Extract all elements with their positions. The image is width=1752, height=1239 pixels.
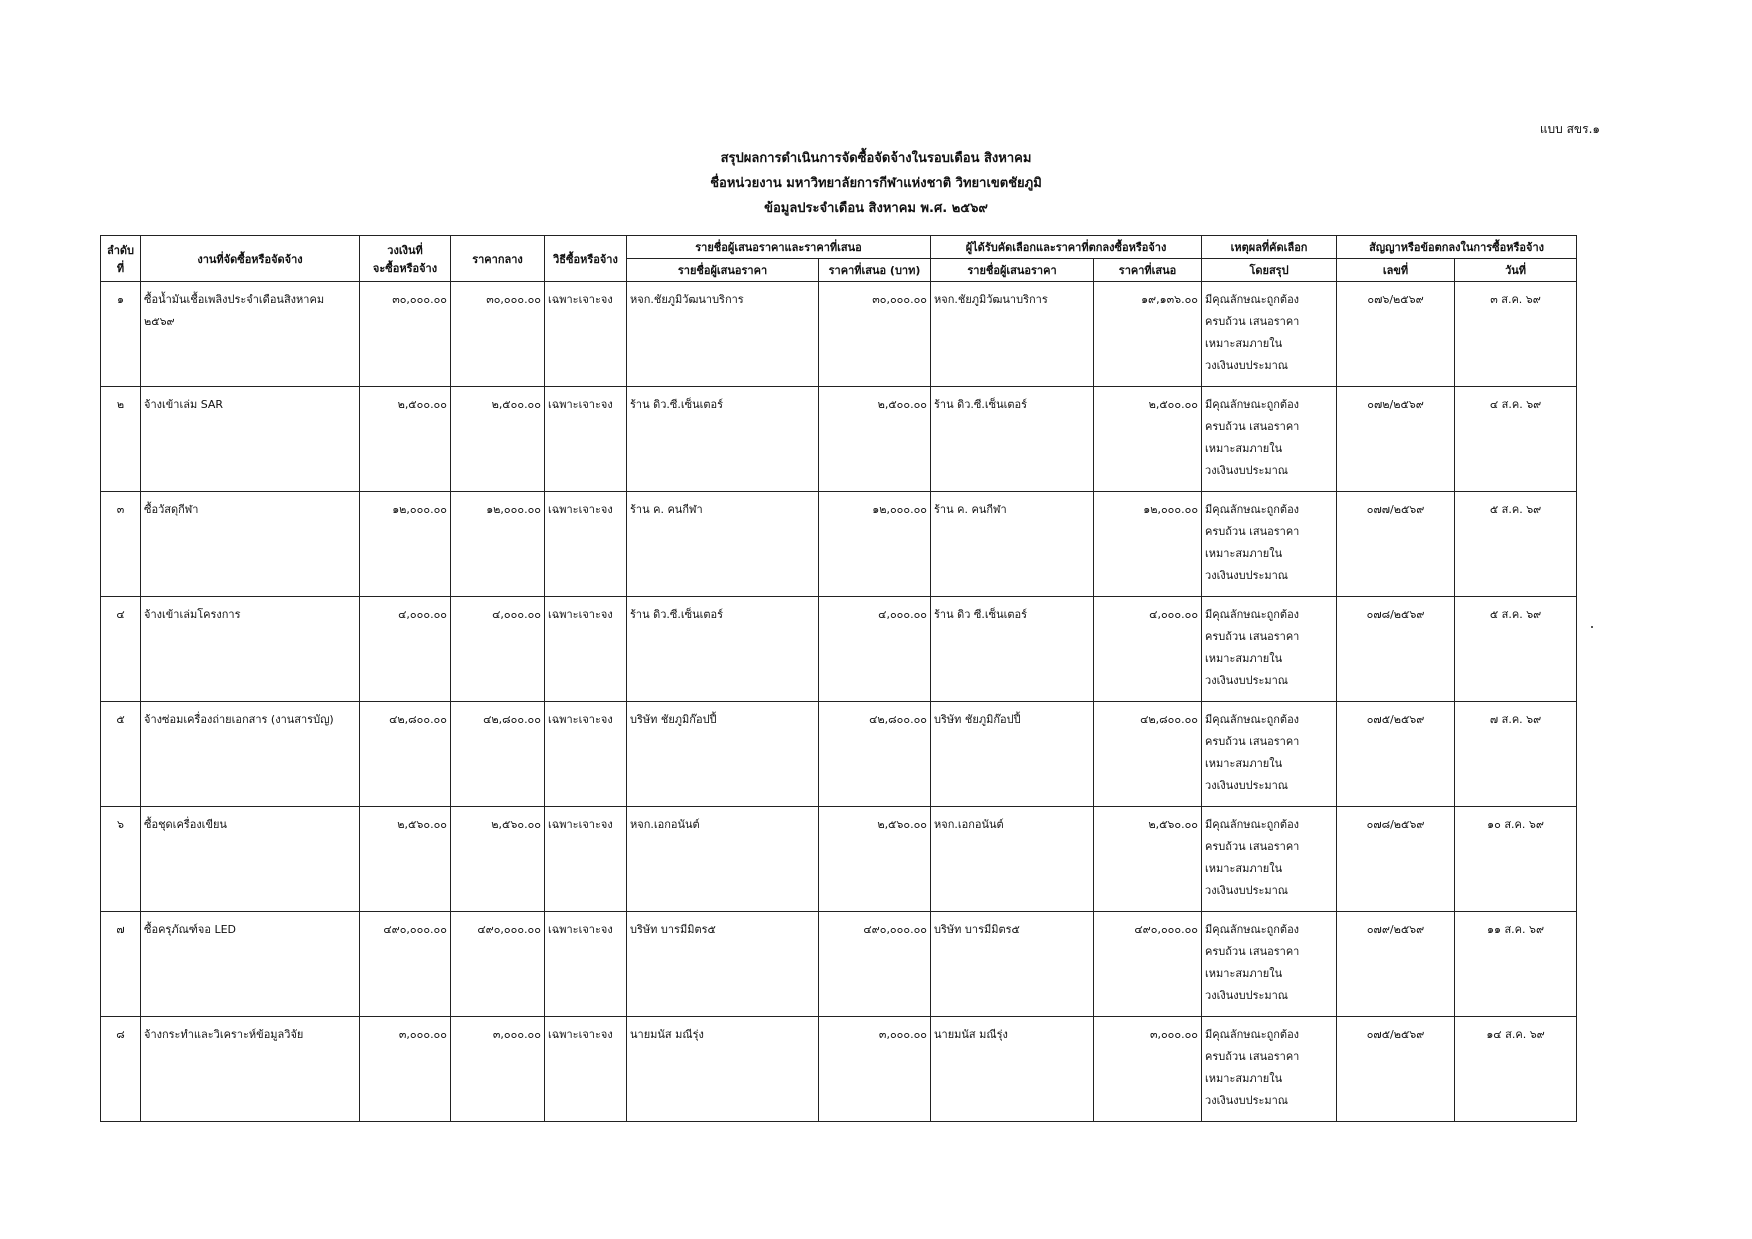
cell-median-price: ๒,๕๖๐.๐๐ [451,807,545,912]
cell-contract-date: ๔ ส.ค. ๖๙ [1455,387,1577,492]
cell-bidder-name: หจก.ชัยภูมิวัฒนาบริการ [627,282,819,387]
cell-item: ซื้อครุภัณฑ์จอ LED [141,912,360,1017]
cell-item: จ้างเข้าเล่ม SAR [141,387,360,492]
cell-bidder-name: บริษัท ชัยภูมิก๊อปปี้ [627,702,819,807]
cell-contract-no: ๐๗๕/๒๕๖๙ [1337,702,1455,807]
cell-reason [1202,282,1337,387]
cell-item: ซื้อชุดเครื่องเขียน [141,807,360,912]
table-row [101,807,1577,912]
cell-budget: ๔๒,๘๐๐.๐๐ [360,702,451,807]
cell-winner-price: ๑๒,๐๐๐.๐๐ [1094,492,1202,597]
procurement-table [100,235,1577,1122]
cell-contract-no: ๐๗๙/๒๕๖๙ [1337,912,1455,1017]
cell-no: ๘ [101,1017,141,1122]
cell-reason [1202,597,1337,702]
cell-median-price: ๑๒,๐๐๐.๐๐ [451,492,545,597]
reason-line: ครบถ้วน เสนอราคา [1205,315,1300,328]
cell-bid-price: ๒,๕๖๐.๐๐ [819,807,931,912]
table-row [101,912,1577,1017]
reason-line: มีคุณลักษณะถูกต้อง [1205,713,1300,726]
cell-reason [1202,807,1337,912]
cell-contract-date: ๑๑ ส.ค. ๖๙ [1455,912,1577,1017]
cell-no: ๗ [101,912,141,1017]
table-row [101,282,1577,387]
cell-contract-no: ๐๗๘/๒๕๖๙ [1337,807,1455,912]
header-bidders-group: รายชื่อผู้เสนอราคาและราคาที่เสนอ [627,236,931,259]
cell-no: ๒ [101,387,141,492]
cell-winner-price: ๒,๕๖๐.๐๐ [1094,807,1202,912]
cell-winner-price: ๓,๐๐๐.๐๐ [1094,1017,1202,1122]
cell-bidder-name: ร้าน ค. คนกีฬา [627,492,819,597]
cell-median-price: ๒,๕๐๐.๐๐ [451,387,545,492]
reason-line: ครบถ้วน เสนอราคา [1205,420,1300,433]
reason-line: เหมาะสมภายใน [1205,547,1283,560]
document-header [0,146,1752,221]
cell-contract-no: ๐๗๗/๒๕๖๙ [1337,492,1455,597]
cell-winner-name: บริษัท บารมีมิตร๕ [931,912,1094,1017]
agency-name: ชื่อหน่วยงาน มหาวิทยาลัยการกีฬาแห่งชาติ วิทยาเขตชัยภูมิ [710,176,1042,191]
cell-no: ๕ [101,702,141,807]
cell-contract-no: ๐๗๘/๒๕๖๙ [1337,597,1455,702]
cell-contract-no: ๐๗๕/๒๕๖๙ [1337,1017,1455,1122]
cell-method: เฉพาะเจาะจง [545,387,627,492]
table-body [101,282,1577,1122]
reason-line: วงเงินงบประมาณ [1205,884,1289,897]
reason-line: ครบถ้วน เสนอราคา [1205,630,1300,643]
cell-contract-no: ๐๗๖/๒๕๖๙ [1337,282,1455,387]
cell-winner-name: ร้าน ดิว.ซี.เซ็นเตอร์ [931,387,1094,492]
cell-reason [1202,702,1337,807]
header-contract-date: วันที่ [1455,259,1577,282]
form-code: แบบ สขร.๑ [1539,122,1600,136]
cell-method: เฉพาะเจาะจง [545,702,627,807]
cell-bid-price: ๔๙๐,๐๐๐.๐๐ [819,912,931,1017]
reason-line: เหมาะสมภายใน [1205,442,1283,455]
header-item: งานที่จัดซื้อหรือจัดจ้าง [141,236,360,282]
cell-no: ๖ [101,807,141,912]
cell-item: จ้างเข้าเล่มโครงการ [141,597,360,702]
cell-method: เฉพาะเจาะจง [545,807,627,912]
cell-budget: ๔๙๐,๐๐๐.๐๐ [360,912,451,1017]
header-reason-1: เหตุผลที่คัดเลือก [1202,236,1337,259]
cell-contract-date: ๑๔ ส.ค. ๖๙ [1455,1017,1577,1122]
reason-line: มีคุณลักษณะถูกต้อง [1205,398,1300,411]
reason-line: ครบถ้วน เสนอราคา [1205,945,1300,958]
cell-winner-name: ร้าน ดิว ซี.เซ็นเตอร์ [931,597,1094,702]
cell-winner-price: ๔๙๐,๐๐๐.๐๐ [1094,912,1202,1017]
cell-winner-name: บริษัท ชัยภูมิก๊อปปี้ [931,702,1094,807]
reason-line: เหมาะสมภายใน [1205,652,1283,665]
reason-line: เหมาะสมภายใน [1205,1072,1283,1085]
header-reason-2: โดยสรุป [1202,259,1337,282]
cell-item: ซื้อน้ำมันเชื้อเพลิงประจำเดือนสิงหาคม ๒๕๖๙ [141,282,360,387]
cell-budget: ๒,๕๖๐.๐๐ [360,807,451,912]
cell-no: ๓ [101,492,141,597]
cell-contract-date: ๕ ส.ค. ๖๙ [1455,492,1577,597]
header-winner-name: รายชื่อผู้เสนอราคา [931,259,1094,282]
reason-line: วงเงินงบประมาณ [1205,569,1289,582]
header-winner-price: ราคาที่เสนอ [1094,259,1202,282]
header-no: ลำดับ ที่ [101,236,141,282]
cell-winner-name: หจก.ชัยภูมิวัฒนาบริการ [931,282,1094,387]
cell-winner-name: นายมนัส มณีรุ่ง [931,1017,1094,1122]
cell-method: เฉพาะเจาะจง [545,492,627,597]
reason-line: เหมาะสมภายใน [1205,967,1283,980]
cell-winner-name: ร้าน ค. คนกีฬา [931,492,1094,597]
cell-winner-price: ๒,๕๐๐.๐๐ [1094,387,1202,492]
cell-no: ๔ [101,597,141,702]
cell-winner-price: ๑๙,๑๓๖.๐๐ [1094,282,1202,387]
header-contract-group: สัญญาหรือข้อตกลงในการซื้อหรือจ้าง [1337,236,1577,259]
cell-winner-price: ๔,๐๐๐.๐๐ [1094,597,1202,702]
cell-contract-date: ๓ ส.ค. ๖๙ [1455,282,1577,387]
table-row [101,597,1577,702]
cell-budget: ๑๒,๐๐๐.๐๐ [360,492,451,597]
reason-line: วงเงินงบประมาณ [1205,674,1289,687]
cell-no: ๑ [101,282,141,387]
cell-bid-price: ๑๒,๐๐๐.๐๐ [819,492,931,597]
cell-budget: ๓๐,๐๐๐.๐๐ [360,282,451,387]
cell-item: จ้างกระทำและวิเคราะห์ข้อมูลวิจัย [141,1017,360,1122]
cell-reason [1202,387,1337,492]
cell-winner-price: ๔๒,๘๐๐.๐๐ [1094,702,1202,807]
cell-bidder-name: บริษัท บารมีมิตร๕ [627,912,819,1017]
table-row [101,492,1577,597]
reason-line: เหมาะสมภายใน [1205,337,1283,350]
reason-line: มีคุณลักษณะถูกต้อง [1205,818,1300,831]
cell-bid-price: ๓๐,๐๐๐.๐๐ [819,282,931,387]
cell-bidder-name: นายมนัส มณีรุ่ง [627,1017,819,1122]
reason-line: วงเงินงบประมาณ [1205,464,1289,477]
cell-median-price: ๔,๐๐๐.๐๐ [451,597,545,702]
table-row [101,387,1577,492]
cell-budget: ๒,๕๐๐.๐๐ [360,387,451,492]
cell-reason [1202,1017,1337,1122]
reason-line: วงเงินงบประมาณ [1205,989,1289,1002]
reason-line: มีคุณลักษณะถูกต้อง [1205,923,1300,936]
cell-median-price: ๔๒,๘๐๐.๐๐ [451,702,545,807]
cell-bidder-name: ร้าน ดิว.ซี.เซ็นเตอร์ [627,387,819,492]
cell-contract-no: ๐๗๒/๒๕๖๙ [1337,387,1455,492]
report-period: ข้อมูลประจำเดือน สิงหาคม พ.ศ. ๒๕๖๙ [764,201,988,216]
reason-line: มีคุณลักษณะถูกต้อง [1205,608,1300,621]
reason-line: มีคุณลักษณะถูกต้อง [1205,503,1300,516]
report-title: สรุปผลการดำเนินการจัดซื้อจัดจ้างในรอบเดือน สิงหาคม [720,151,1032,166]
cell-method: เฉพาะเจาะจง [545,1017,627,1122]
table-row [101,1017,1577,1122]
header-method: วิธีซื้อหรือจ้าง [545,236,627,282]
cell-median-price: ๓,๐๐๐.๐๐ [451,1017,545,1122]
reason-line: วงเงินงบประมาณ [1205,779,1289,792]
reason-line: มีคุณลักษณะถูกต้อง [1205,293,1300,306]
cell-bidder-name: ร้าน ดิว.ซี.เซ็นเตอร์ [627,597,819,702]
reason-line: วงเงินงบประมาณ [1205,359,1289,372]
cell-item: ซื้อวัสดุกีฬา [141,492,360,597]
cell-method: เฉพาะเจาะจง [545,282,627,387]
cell-bid-price: ๒,๕๐๐.๐๐ [819,387,931,492]
header-median-price: ราคากลาง [451,236,545,282]
cell-method: เฉพาะเจาะจง [545,912,627,1017]
cell-budget: ๔,๐๐๐.๐๐ [360,597,451,702]
reason-line: ครบถ้วน เสนอราคา [1205,735,1300,748]
header-budget: วงเงินที่ จะซื้อหรือจ้าง [360,236,451,282]
reason-line: เหมาะสมภายใน [1205,757,1283,770]
header-bidder-name: รายชื่อผู้เสนอราคา [627,259,819,282]
reason-line: ครบถ้วน เสนอราคา [1205,525,1300,538]
cell-median-price: ๔๙๐,๐๐๐.๐๐ [451,912,545,1017]
cell-reason [1202,912,1337,1017]
cell-bid-price: ๓,๐๐๐.๐๐ [819,1017,931,1122]
cell-contract-date: ๑๐ ส.ค. ๖๙ [1455,807,1577,912]
cell-winner-name: หจก.เอกอนันต์ [931,807,1094,912]
scan-mark [1591,626,1593,628]
reason-line: วงเงินงบประมาณ [1205,1094,1289,1107]
reason-line: เหมาะสมภายใน [1205,862,1283,875]
cell-budget: ๓,๐๐๐.๐๐ [360,1017,451,1122]
reason-line: ครบถ้วน เสนอราคา [1205,840,1300,853]
cell-contract-date: ๕ ส.ค. ๖๙ [1455,597,1577,702]
reason-line: มีคุณลักษณะถูกต้อง [1205,1028,1300,1041]
cell-bidder-name: หจก.เอกอนันต์ [627,807,819,912]
cell-median-price: ๓๐,๐๐๐.๐๐ [451,282,545,387]
cell-reason [1202,492,1337,597]
reason-line: ครบถ้วน เสนอราคา [1205,1050,1300,1063]
cell-method: เฉพาะเจาะจง [545,597,627,702]
header-winner-group: ผู้ได้รับคัดเลือกและราคาที่ตกลงซื้อหรือจ้าง [931,236,1202,259]
cell-bid-price: ๔,๐๐๐.๐๐ [819,597,931,702]
table-row [101,702,1577,807]
header-contract-no: เลขที่ [1337,259,1455,282]
cell-bid-price: ๔๒,๘๐๐.๐๐ [819,702,931,807]
header-bid-price: ราคาที่เสนอ (บาท) [819,259,931,282]
cell-contract-date: ๗ ส.ค. ๖๙ [1455,702,1577,807]
cell-item: จ้างซ่อมเครื่องถ่ายเอกสาร (งานสารบัญ) [141,702,360,807]
